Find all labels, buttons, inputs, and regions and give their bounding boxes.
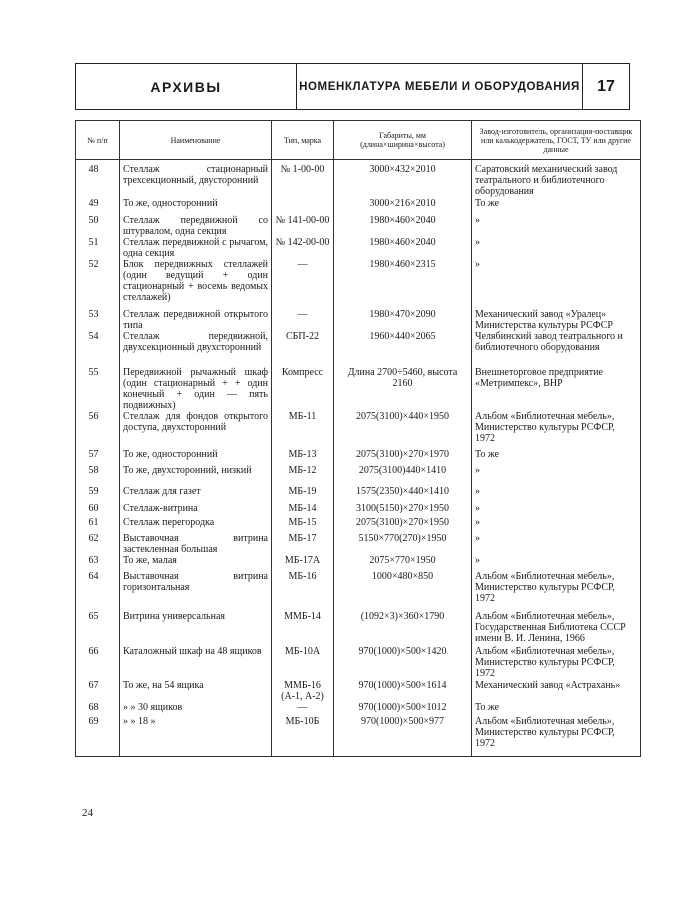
item-type: СБП-22: [272, 331, 334, 367]
item-type: —: [272, 309, 334, 331]
row-number: 62: [76, 533, 120, 555]
item-dimensions: 2075(3100)440×1410: [334, 465, 472, 486]
col-header-dimensions: Габариты, мм (длина×ширина×высота): [334, 121, 472, 160]
item-dimensions: 2075(3100)×270×1950: [334, 517, 472, 533]
table-row: [76, 309, 641, 331]
item-dimensions: 2075(3100)×440×1950: [334, 411, 472, 449]
item-dimensions: 2075×770×1950: [334, 555, 472, 571]
item-type: МБ-16: [272, 571, 334, 611]
item-type: МБ-14: [272, 503, 334, 517]
item-type: № 142-00-00: [272, 237, 334, 259]
item-name: Витрина универсальная: [120, 611, 272, 646]
item-name: Стеллаж для фондов открытого доступа, двухсторонний: [120, 411, 272, 449]
item-type: № 141-00-00: [272, 215, 334, 237]
item-manufacturer: Альбом «Библиотечная мебель», Министерство культуры РСФСР, 1972: [472, 411, 641, 449]
item-manufacturer: »: [472, 237, 641, 259]
table-header-row: [76, 121, 641, 160]
item-dimensions: 1960×440×2065: [334, 331, 472, 367]
page-number: 24: [82, 807, 93, 819]
table-row: [76, 571, 641, 611]
item-manufacturer: Альбом «Библиотечная мебель», Министерство культуры РСФСР, 1972: [472, 646, 641, 680]
item-name: То же, на 54 ящика: [120, 680, 272, 702]
item-dimensions: 970(1000)×500×1420: [334, 646, 472, 680]
item-name: Стеллаж стационарный трехсекционный, двусторонний: [120, 160, 272, 199]
item-manufacturer: Саратовский механический завод театрального и библиотечного оборудования: [472, 160, 641, 199]
item-dimensions: 3000×216×2010: [334, 198, 472, 215]
item-manufacturer: Альбом «Библиотечная мебель», Министерство культуры РСФСР, 1972: [472, 571, 641, 611]
item-type: МБ-11: [272, 411, 334, 449]
table-row: [76, 331, 641, 367]
item-type: ММБ-16 (А-1, А-2): [272, 680, 334, 702]
item-manufacturer: »: [472, 503, 641, 517]
table-row: [76, 198, 641, 215]
item-name: Каталожный шкаф на 48 ящиков: [120, 646, 272, 680]
item-dimensions: 1980×460×2040: [334, 215, 472, 237]
row-number: 57: [76, 449, 120, 465]
col-header-manufacturer: Завод-изготовитель, организация-поставщик или калькодержатель, ГОСТ, ТУ или другие данные: [472, 121, 641, 160]
row-number: 67: [76, 680, 120, 702]
item-name: Стеллаж для газет: [120, 486, 272, 503]
row-number: 58: [76, 465, 120, 486]
table-row: [76, 215, 641, 237]
row-number: 69: [76, 716, 120, 757]
table-row: [76, 259, 641, 309]
item-name: Стеллаж передвижной с рычагом, одна секция: [120, 237, 272, 259]
table-row: [76, 517, 641, 533]
table-row: [76, 646, 641, 680]
col-header-number: № п/п: [76, 121, 120, 160]
row-number: 53: [76, 309, 120, 331]
item-manufacturer: »: [472, 259, 641, 309]
row-number: 49: [76, 198, 120, 215]
table-row: [76, 367, 641, 411]
item-dimensions: 970(1000)×500×1614: [334, 680, 472, 702]
item-name: » » 18 »: [120, 716, 272, 757]
item-type: МБ-13: [272, 449, 334, 465]
page-header: [75, 63, 630, 110]
item-dimensions: 3100(5150)×270×1950: [334, 503, 472, 517]
item-manufacturer: »: [472, 555, 641, 571]
item-dimensions: Длина 2700÷5460, высота 2160: [334, 367, 472, 411]
item-manufacturer: Челябинский завод театрального и библиотечного оборудования: [472, 331, 641, 367]
row-number: 64: [76, 571, 120, 611]
row-number: 59: [76, 486, 120, 503]
item-type: МБ-10Б: [272, 716, 334, 757]
item-name: Стеллаж перегородка: [120, 517, 272, 533]
row-number: 66: [76, 646, 120, 680]
item-manufacturer: То же: [472, 198, 641, 215]
item-manufacturer: Внешнеторговое предприятие «Метримпекс», ВНР: [472, 367, 641, 411]
row-number: 51: [76, 237, 120, 259]
item-manufacturer: »: [472, 465, 641, 486]
table-row: [76, 503, 641, 517]
table-body: [76, 160, 641, 757]
row-number: 55: [76, 367, 120, 411]
table-row: [76, 449, 641, 465]
item-type: —: [272, 702, 334, 716]
item-manufacturer: Альбом «Библиотечная мебель», Государственная Библиотека СССР имени В. И. Ленина, 1966: [472, 611, 641, 646]
header-page-number: 17: [597, 77, 615, 95]
row-number: 60: [76, 503, 120, 517]
item-name: То же, односторонний: [120, 449, 272, 465]
nomenclature-table: [75, 120, 641, 757]
item-type: Компресс: [272, 367, 334, 411]
col-header-name: Наименование: [120, 121, 272, 160]
row-number: 54: [76, 331, 120, 367]
table-row: [76, 716, 641, 757]
item-manufacturer: »: [472, 215, 641, 237]
item-manufacturer: Механический завод «Уралец» Министерства культуры РСФСР: [472, 309, 641, 331]
table-row: [76, 555, 641, 571]
row-number: 50: [76, 215, 120, 237]
item-dimensions: 1980×470×2090: [334, 309, 472, 331]
table-row: [76, 411, 641, 449]
row-number: 65: [76, 611, 120, 646]
item-manufacturer: Альбом «Библиотечная мебель», Министерство культуры РСФСР, 1972: [472, 716, 641, 757]
chapter-title: НОМЕНКЛАТУРА МЕБЕЛИ И ОБОРУДОВАНИЯ: [297, 64, 583, 109]
row-number: 68: [76, 702, 120, 716]
item-name: Стеллаж передвижной со штурвалом, одна секция: [120, 215, 272, 237]
item-dimensions: 1980×460×2040: [334, 237, 472, 259]
item-type: —: [272, 259, 334, 309]
row-number: 48: [76, 160, 120, 199]
table-row: [76, 611, 641, 646]
item-manufacturer: То же: [472, 449, 641, 465]
item-name: То же, двухсторонний, низкий: [120, 465, 272, 486]
row-number: 61: [76, 517, 120, 533]
item-name: Передвижной рычажный шкаф (один стационарный + + один конечный + один — пять подвижных): [120, 367, 272, 411]
item-manufacturer: »: [472, 486, 641, 503]
item-name: Стеллаж передвижной, двухсекционный двухсторонний: [120, 331, 272, 367]
table-row: [76, 533, 641, 555]
item-dimensions: 3000×432×2010: [334, 160, 472, 199]
item-name: Блок передвижных стеллажей (один ведущий + один стационарный + восемь ведомых стеллажей): [120, 259, 272, 309]
table-row: [76, 237, 641, 259]
item-name: То же, односторонний: [120, 198, 272, 215]
row-number: 56: [76, 411, 120, 449]
row-number: 63: [76, 555, 120, 571]
item-name: Стеллаж передвижной открытого типа: [120, 309, 272, 331]
item-dimensions: 1575(2350)×440×1410: [334, 486, 472, 503]
item-name: Стеллаж-витрина: [120, 503, 272, 517]
table-row: [76, 465, 641, 486]
row-number: 52: [76, 259, 120, 309]
item-dimensions: 1980×460×2315: [334, 259, 472, 309]
item-type: [272, 198, 334, 215]
item-name: Выставочная витрина горизонтальная: [120, 571, 272, 611]
item-type: МБ-17: [272, 533, 334, 555]
item-type: МБ-19: [272, 486, 334, 503]
item-dimensions: 970(1000)×500×977: [334, 716, 472, 757]
table-row: [76, 702, 641, 716]
item-manufacturer: То же: [472, 702, 641, 716]
item-type: № 1-00-00: [272, 160, 334, 199]
item-name: То же, малая: [120, 555, 272, 571]
item-dimensions: 5150×770(270)×1950: [334, 533, 472, 555]
item-dimensions: (1092×3)×360×1790: [334, 611, 472, 646]
item-manufacturer: »: [472, 517, 641, 533]
item-type: МБ-17А: [272, 555, 334, 571]
item-name: Выставочная витрина застекленная большая: [120, 533, 272, 555]
item-dimensions: 1000×480×850: [334, 571, 472, 611]
item-type: ММБ-14: [272, 611, 334, 646]
item-dimensions: 2075(3100)×270×1970: [334, 449, 472, 465]
col-header-type: Тип, марка: [272, 121, 334, 160]
item-type: МБ-12: [272, 465, 334, 486]
item-manufacturer: Механический завод «Астрахань»: [472, 680, 641, 702]
item-manufacturer: »: [472, 533, 641, 555]
table-row: [76, 160, 641, 199]
item-type: МБ-10А: [272, 646, 334, 680]
table-row: [76, 486, 641, 503]
item-dimensions: 970(1000)×500×1012: [334, 702, 472, 716]
item-type: МБ-15: [272, 517, 334, 533]
section-title: АРХИВЫ: [76, 64, 297, 109]
table-row: [76, 680, 641, 702]
item-name: » » 30 ящиков: [120, 702, 272, 716]
